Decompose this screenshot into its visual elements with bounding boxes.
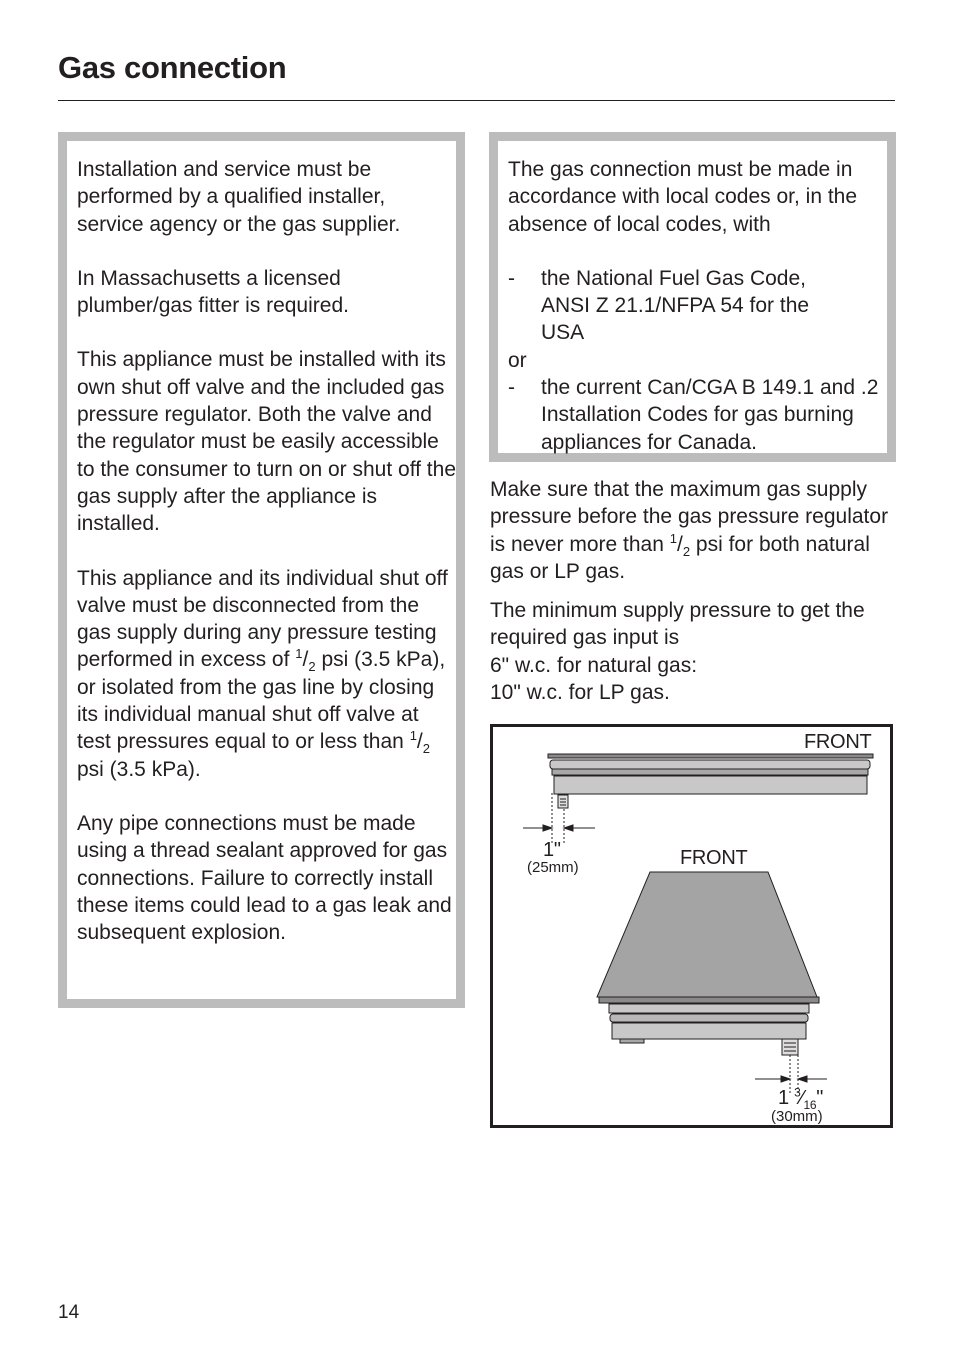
min-pressure-line: The minimum supply pressure to get the required gas input is — [490, 599, 865, 650]
canada-code-text: the current Can/CGA B 149.1 and .2 Installation Codes for gas burning appliances for Canada. — [541, 376, 879, 454]
fraction-numerator: 1 — [295, 646, 303, 662]
page-number: 14 — [58, 1302, 80, 1323]
dimension-1-value: 1" — [543, 839, 561, 861]
min-pressure-text — [490, 597, 890, 706]
installation-warning-box — [58, 132, 465, 1008]
list-item — [508, 265, 887, 347]
local-codes-intro: The gas connection must be made in accordance with local codes or, in the absence of local codes, with — [508, 158, 858, 236]
max-pressure-text: Make sure that the maximum gas supply pressure before the gas pressure regulator is never more than $^1/_2$ psi for both natural gas or LP gas. — [490, 478, 889, 583]
fraction-denominator: 2 — [682, 543, 691, 559]
pressure-testing-text-part1: This appliance and its individual shut off valve must be disconnected from the gas supply during any pressure testing performed in excess of — [77, 566, 448, 672]
page-title: Gas connection — [58, 50, 287, 85]
lp-gas-pressure: 10" w.c. for LP gas. — [490, 680, 670, 704]
pressure-testing-text: This appliance and its individual shut off valve must be disconnected from the gas supply during any pressure testing performed in excess of $^1/_2$ psi (3.5 kPa), or isolated from the gas line by closing its individual manual shut off valve at test pressures equal to or less than $^1/_2$ psi (3.5 kPa). — [77, 566, 448, 781]
massachusetts-requirement-text: In Massachusetts a licensed plumber/gas fitter is required. — [77, 266, 349, 318]
dimension-2-inch: " — [816, 1087, 824, 1109]
list-dash: - — [508, 376, 515, 400]
dimension-1-metric: (25mm) — [527, 859, 579, 876]
usa-code-text: the National Fuel Gas Code, ANSI Z 21.1/NFPA 54 for the USA — [541, 266, 810, 345]
dimension-2-value: 1 $^3⁄_{16}$" — [778, 1085, 824, 1112]
front-label-top-view: FRONT — [680, 847, 748, 869]
max-pressure-text-part2: psi for both natural gas or LP gas. — [490, 532, 870, 583]
gas-connection-diagram — [490, 724, 893, 1128]
cooktop-illustration — [493, 727, 890, 1125]
front-label-side-view: FRONT — [804, 731, 872, 753]
dimension-2-numerator: 3 — [794, 1085, 801, 1100]
installer-requirement-text: Installation and service must be performed by a qualified installer, service agency or the gas supplier. — [77, 158, 401, 236]
dimension-2-whole: 1 — [778, 1087, 789, 1109]
cooktop-top-view — [597, 872, 819, 1055]
thread-sealant-warning-text: Any pipe connections must be made using a thread sealant approved for gas connections. Failure to correctly install these items could lead to a gas leak and subsequent explosion. — [77, 811, 452, 945]
list-dash: - — [508, 266, 515, 290]
pressure-testing-text-part2: psi (3.5 kPa), or isolated from the gas line by closing its individual manual shut off valve at test pressures equal to or less than — [77, 648, 446, 754]
max-pressure-text-part1: Make sure that the maximum gas supply pressure before the gas pressure regulator is never more than — [490, 478, 889, 556]
or-text: or — [508, 348, 527, 372]
list-item — [508, 374, 887, 456]
fraction-numerator: 1 — [409, 728, 417, 744]
dimension-2-metric: (30mm) — [771, 1108, 823, 1125]
shutoff-valve-requirement-text: This appliance must be installed with its own shut off valve and the included gas pressure regulator. Both the valve and the regulator must be easily accessible to the consumer to turn on or shut off the gas supply after the appliance is installed. — [77, 348, 457, 536]
fraction-numerator: 1 — [669, 530, 677, 546]
fraction-denominator: 2 — [422, 741, 430, 757]
natural-gas-pressure: 6" w.c. for natural gas: — [490, 653, 698, 677]
local-codes-box — [489, 132, 896, 462]
fraction-denominator: 2 — [308, 659, 316, 675]
dimension-2-denominator: 16 — [803, 1098, 817, 1112]
cooktop-side-view — [548, 754, 873, 808]
pressure-testing-text-part3: psi (3.5 kPa). — [77, 757, 201, 781]
title-divider — [58, 100, 895, 101]
